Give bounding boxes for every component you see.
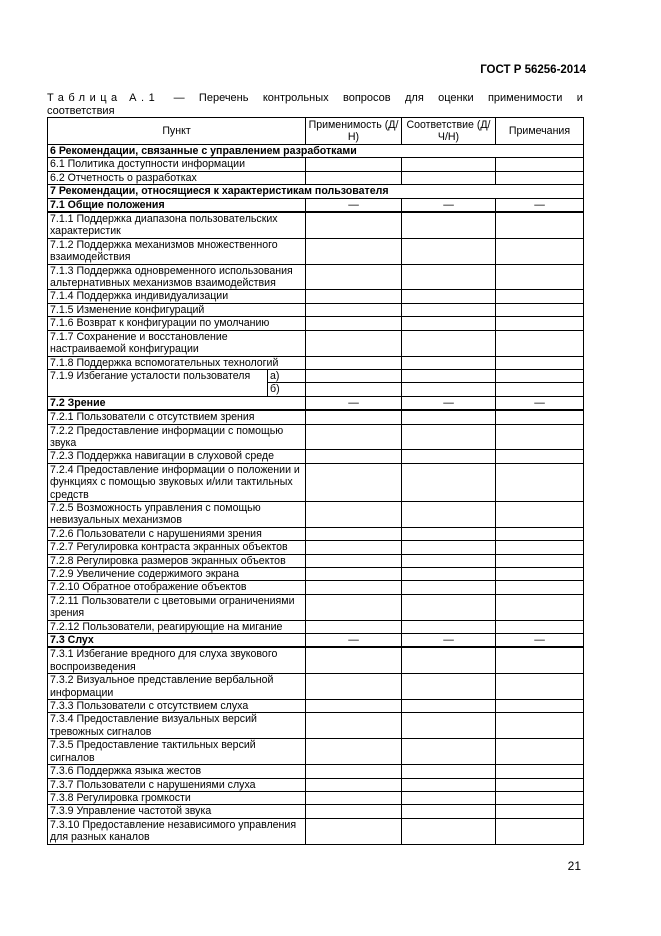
table-row [48, 145, 584, 158]
table-row [48, 356, 584, 369]
conformance-cell [402, 317, 496, 330]
item-label: 7.3.5 Предоставление тактильных версий сигналов [48, 739, 306, 765]
notes-cell [496, 554, 584, 567]
caption-line2: соответствия [47, 104, 115, 117]
applicability-cell [306, 238, 402, 264]
conformance-cell [402, 264, 496, 290]
applicability-cell [306, 805, 402, 818]
applicability-cell [306, 303, 402, 316]
conformance-cell [402, 290, 496, 303]
standard-number: ГОСТ Р 56256-2014 [480, 64, 586, 76]
caption-word: Перечень [198, 92, 249, 104]
caption-word: оценки [438, 92, 474, 104]
notes-cell [496, 568, 584, 581]
applicability-cell [306, 818, 402, 844]
applicability-cell [306, 674, 402, 700]
conformance-cell [402, 778, 496, 791]
item-label: 7.3.7 Пользователи с нарушениями слуха [48, 778, 306, 791]
item-label: 7.1.9 Избегание усталости пользователя [48, 369, 268, 396]
table-row [48, 674, 584, 700]
sub-item-label: а) [268, 369, 306, 382]
conformance-cell [402, 527, 496, 540]
applicability-cell [306, 410, 402, 424]
notes-cell [496, 463, 584, 501]
conformance-cell [402, 330, 496, 356]
caption-word: контрольных [262, 92, 329, 104]
table-label: Таблица А.1 [47, 92, 160, 104]
item-label: 7.1.2 Поддержка механизмов множественного взаимодействия [48, 238, 306, 264]
notes-cell [496, 171, 584, 184]
caption-dash: — [173, 92, 185, 104]
applicability-cell [306, 463, 402, 501]
table-row [48, 290, 584, 303]
table-row [48, 805, 584, 818]
notes-cell [496, 212, 584, 238]
conformance-cell [402, 424, 496, 450]
item-label: 7.1.1 Поддержка диапазона пользовательских характеристик [48, 212, 306, 238]
section-heading: 6 Рекомендации, связанные с управлением разработками [48, 145, 584, 158]
notes-cell [496, 238, 584, 264]
table-row [48, 501, 584, 527]
conformance-cell [402, 805, 496, 818]
item-label: 7.3.8 Регулировка громкости [48, 791, 306, 804]
notes-cell [496, 778, 584, 791]
applicability-cell [306, 264, 402, 290]
conformance-cell [402, 620, 496, 633]
item-label: 7.3.6 Поддержка языка жестов [48, 765, 306, 778]
sub-item-label: б) [268, 383, 306, 396]
applicability-cell [306, 369, 402, 382]
table-row [48, 541, 584, 554]
applicability-cell [306, 212, 402, 238]
item-label: 7.2.6 Пользователи с нарушениями зрения [48, 527, 306, 540]
item-label: 7.2.3 Поддержка навигации в слуховой среде [48, 450, 306, 463]
notes-cell [496, 739, 584, 765]
item-label: 7.1.7 Сохранение и восстановление настраиваемой конфигурации [48, 330, 306, 356]
table-row [48, 818, 584, 844]
conformance-cell [402, 581, 496, 594]
table-row [48, 396, 584, 410]
conformance-cell: — [402, 198, 496, 212]
notes-cell [496, 818, 584, 844]
caption-word: для [404, 92, 424, 104]
conformance-cell [402, 674, 496, 700]
conformance-cell [402, 356, 496, 369]
item-label: 7.1.4 Поддержка индивидуализации [48, 290, 306, 303]
item-label: 7.3.9 Управление частотой звука [48, 805, 306, 818]
item-label: 7.2.2 Предоставление информации с помощью звука [48, 424, 306, 450]
item-label: 7.2.10 Обратное отображение объектов [48, 581, 306, 594]
table-row [48, 713, 584, 739]
item-label: 7.2.7 Регулировка контраста экранных объектов [48, 541, 306, 554]
applicability-cell [306, 501, 402, 527]
table-row [48, 739, 584, 765]
table-row [48, 303, 584, 316]
table-row [48, 594, 584, 620]
conformance-cell [402, 212, 496, 238]
table-row [48, 369, 584, 382]
applicability-cell [306, 541, 402, 554]
page-number: 21 [567, 859, 581, 873]
notes-cell [496, 713, 584, 739]
applicability-cell [306, 594, 402, 620]
table-row [48, 620, 584, 633]
notes-cell: — [496, 396, 584, 410]
item-label: 7.3.2 Визуальное представление вербальной информации [48, 674, 306, 700]
notes-cell [496, 527, 584, 540]
notes-cell [496, 647, 584, 673]
notes-cell [496, 674, 584, 700]
table-row [48, 700, 584, 713]
table-row [48, 765, 584, 778]
conformance-cell: — [402, 634, 496, 648]
conformance-cell [402, 818, 496, 844]
section-heading: 7 Рекомендации, относящиеся к характеристикам пользователя [48, 185, 584, 198]
conformance-cell [402, 739, 496, 765]
item-label: 7.2.8 Регулировка размеров экранных объектов [48, 554, 306, 567]
conformance-cell [402, 594, 496, 620]
applicability-cell [306, 713, 402, 739]
table-row [48, 463, 584, 501]
col-header-applicability: Применимость (Д/Н) [306, 118, 402, 145]
conformance-cell [402, 700, 496, 713]
table-row [48, 647, 584, 673]
item-label: 7.2.1 Пользователи с отсутствием зрения [48, 410, 306, 424]
conformance-cell [402, 158, 496, 171]
conformance-cell [402, 765, 496, 778]
caption-word: применимости [487, 92, 563, 104]
applicability-cell [306, 581, 402, 594]
conformance-cell [402, 647, 496, 673]
table-row [48, 554, 584, 567]
notes-cell [496, 383, 584, 396]
subsection-heading: 7.1 Общие положения [48, 198, 306, 212]
applicability-cell: — [306, 634, 402, 648]
notes-cell [496, 700, 584, 713]
applicability-cell [306, 424, 402, 450]
item-label: 7.2.9 Увеличение содержимого экрана [48, 568, 306, 581]
applicability-cell [306, 647, 402, 673]
conformance-cell [402, 450, 496, 463]
notes-cell: — [496, 634, 584, 648]
conformance-cell [402, 369, 496, 382]
subsection-heading: 7.3 Слух [48, 634, 306, 648]
item-label: 7.1.8 Поддержка вспомогательных технологий [48, 356, 306, 369]
col-header-item: Пункт [48, 118, 306, 145]
item-label: 7.3.10 Предоставление независимого управления для разных каналов [48, 818, 306, 844]
notes-cell [496, 594, 584, 620]
applicability-cell [306, 527, 402, 540]
applicability-cell [306, 620, 402, 633]
table-caption [47, 92, 583, 117]
conformance-cell [402, 554, 496, 567]
conformance-cell [402, 171, 496, 184]
subsection-heading: 7.2 Зрение [48, 396, 306, 410]
item-label: 6.1 Политика доступности информации [48, 158, 306, 171]
notes-cell [496, 290, 584, 303]
caption-word: вопросов [343, 92, 391, 104]
notes-cell [496, 356, 584, 369]
notes-cell [496, 303, 584, 316]
conformance-cell [402, 383, 496, 396]
applicability-cell [306, 158, 402, 171]
caption-word: и [576, 92, 583, 104]
col-header-notes: Примечания [496, 118, 584, 145]
conformance-cell [402, 501, 496, 527]
table-row [48, 410, 584, 424]
table-row [48, 238, 584, 264]
table-header-row [48, 118, 584, 145]
notes-cell [496, 450, 584, 463]
applicability-cell [306, 290, 402, 303]
table-row [48, 264, 584, 290]
conformance-cell: — [402, 396, 496, 410]
applicability-cell [306, 330, 402, 356]
applicability-cell [306, 383, 402, 396]
notes-cell [496, 581, 584, 594]
applicability-cell [306, 778, 402, 791]
table-row [48, 527, 584, 540]
conformance-cell [402, 463, 496, 501]
item-label: 7.2.11 Пользователи с цветовыми ограничениями зрения [48, 594, 306, 620]
applicability-cell [306, 450, 402, 463]
applicability-cell [306, 739, 402, 765]
notes-cell [496, 330, 584, 356]
conformance-cell [402, 303, 496, 316]
conformance-cell [402, 238, 496, 264]
item-label: 7.3.4 Предоставление визуальных версий тревожных сигналов [48, 713, 306, 739]
applicability-cell [306, 765, 402, 778]
table-row [48, 198, 584, 212]
table-row [48, 450, 584, 463]
table-row [48, 317, 584, 330]
conformance-cell [402, 568, 496, 581]
applicability-cell: — [306, 198, 402, 212]
applicability-cell [306, 356, 402, 369]
item-label: 7.1.6 Возврат к конфигурации по умолчанию [48, 317, 306, 330]
notes-cell [496, 765, 584, 778]
applicability-cell [306, 700, 402, 713]
applicability-cell [306, 568, 402, 581]
table-row [48, 778, 584, 791]
item-label: 6.2 Отчетность о разработках [48, 171, 306, 184]
table-row [48, 634, 584, 648]
notes-cell [496, 501, 584, 527]
table-row [48, 568, 584, 581]
item-label: 7.2.5 Возможность управления с помощью невизуальных механизмов [48, 501, 306, 527]
item-label: 7.2.4 Предоставление информации о положении и функциях с помощью звуковых и/или тактильных средств [48, 463, 306, 501]
notes-cell [496, 424, 584, 450]
applicability-cell [306, 554, 402, 567]
item-label: 7.2.12 Пользователи, реагирующие на мигание [48, 620, 306, 633]
conformance-cell [402, 541, 496, 554]
notes-cell [496, 264, 584, 290]
conformance-cell [402, 713, 496, 739]
notes-cell [496, 620, 584, 633]
table-row [48, 330, 584, 356]
notes-cell [496, 791, 584, 804]
applicability-cell [306, 317, 402, 330]
table-row [48, 171, 584, 184]
notes-cell [496, 317, 584, 330]
conformance-cell [402, 791, 496, 804]
table-row [48, 185, 584, 198]
table-row [48, 791, 584, 804]
applicability-cell: — [306, 396, 402, 410]
table-row [48, 158, 584, 171]
table-row [48, 424, 584, 450]
item-label: 7.3.1 Избегание вредного для слуха звукового воспроизведения [48, 647, 306, 673]
notes-cell: — [496, 198, 584, 212]
notes-cell [496, 805, 584, 818]
col-header-conformance: Соответствие (Д/Ч/Н) [402, 118, 496, 145]
notes-cell [496, 158, 584, 171]
checklist-table [47, 117, 584, 845]
conformance-cell [402, 410, 496, 424]
table-row [48, 581, 584, 594]
table-row [48, 212, 584, 238]
notes-cell [496, 369, 584, 382]
applicability-cell [306, 791, 402, 804]
item-label: 7.3.3 Пользователи с отсутствием слуха [48, 700, 306, 713]
notes-cell [496, 541, 584, 554]
applicability-cell [306, 171, 402, 184]
notes-cell [496, 410, 584, 424]
item-label: 7.1.3 Поддержка одновременного использования альтернативных механизмов взаимодействия [48, 264, 306, 290]
item-label: 7.1.5 Изменение конфигураций [48, 303, 306, 316]
